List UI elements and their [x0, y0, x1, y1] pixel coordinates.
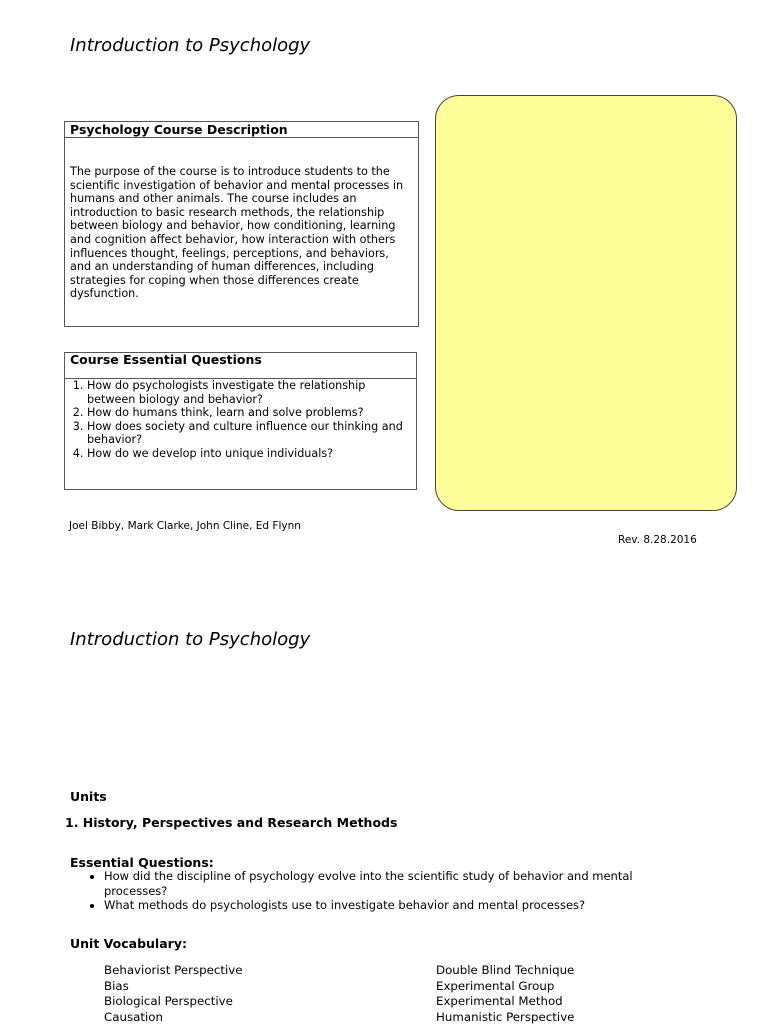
essential-questions-list — [65, 379, 416, 461]
vocab-term: Experimental Method — [436, 994, 563, 1009]
page-title-2: Introduction to Psychology — [70, 629, 311, 650]
revision-text: Rev. 8.28.2016 — [618, 534, 697, 546]
vocab-term: Biological Perspective — [104, 994, 233, 1009]
essential-questions-label: Essential Questions: — [70, 855, 214, 870]
unit-essential-questions-list — [70, 869, 664, 913]
page-title: Introduction to Psychology — [70, 35, 311, 56]
unit-question-item: • How did the discipline of psychology evolve into the scientific study of behavior and mental processes? — [104, 869, 664, 898]
vocab-term: Bias — [104, 978, 129, 993]
vocab-term: Experimental Group — [436, 978, 555, 993]
course-description-header: Psychology Course Description — [65, 122, 418, 138]
units-label: Units — [70, 789, 107, 804]
essential-question-item: 1. How do psychologists investigate the relationship between biology and behavior? — [87, 379, 411, 406]
unit-1-title: 1. History, Perspectives and Research Methods — [65, 815, 398, 830]
essential-question-item: 4. How do we develop into unique individuals? — [87, 447, 411, 461]
unit-vocabulary-label: Unit Vocabulary: — [70, 936, 187, 951]
vocab-column-right — [436, 963, 574, 1024]
yellow-note-box — [435, 95, 737, 511]
vocab-column-left — [104, 963, 243, 1024]
vocab-term: Causation — [104, 1010, 163, 1024]
vocab-term: Humanistic Perspective — [436, 1010, 575, 1024]
unit-question-item: • What methods do psychologists use to investigate behavior and mental processes? — [104, 898, 664, 913]
course-description-text: The purpose of the course is to introduce students to the scientific investigation of behavior and mental processes in humans and other animals. The course includes an introduction to basic research methods, the relationship between biology and behavior, how conditioning, learning and cognition affect behavior, how interaction with others influences thought, feelings, perceptions, and behaviors, and an understanding of human differences, including strategies for coping when those differences create dysfunction. — [70, 165, 404, 301]
essential-question-item: 3. How does society and culture influence our thinking and behavior? — [87, 420, 411, 447]
essential-question-item: 2. How do humans think, learn and solve problems? — [87, 406, 411, 420]
vocab-term: Behaviorist Perspective — [104, 963, 243, 977]
essential-questions-box — [64, 352, 417, 490]
vocab-term: Double Blind Technique — [436, 963, 575, 977]
course-description-box — [64, 121, 419, 327]
authors-text: Joel Bibby, Mark Clarke, John Cline, Ed Flynn — [69, 520, 301, 532]
essential-questions-header: Course Essential Questions — [65, 353, 416, 379]
